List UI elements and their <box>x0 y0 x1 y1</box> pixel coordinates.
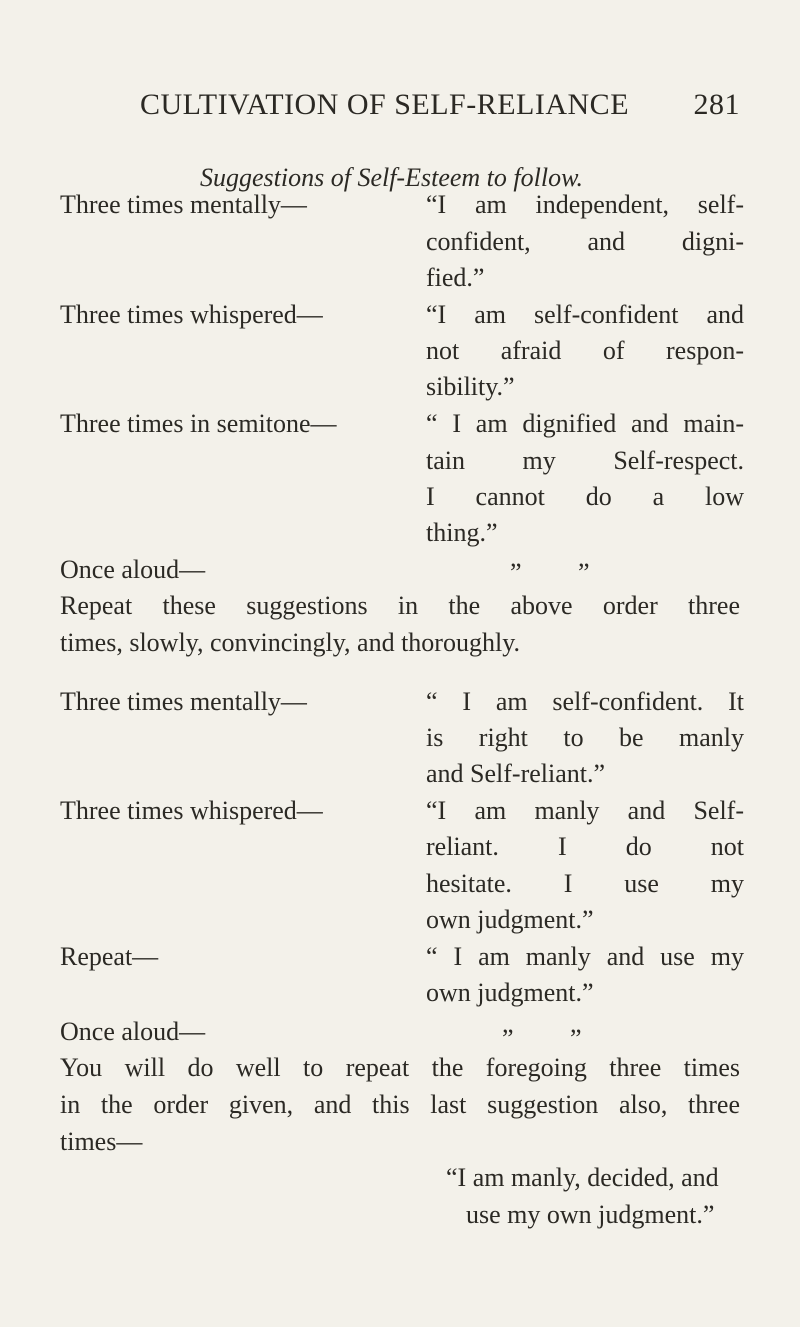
suggestion-line: own judgment.” <box>426 905 594 934</box>
ditto-mark: ” <box>578 558 590 587</box>
final-suggestion-line: use my own judgment.” <box>466 1200 715 1229</box>
suggestion-line: reliant. I do not <box>426 832 744 861</box>
suggestion-line: not afraid of respon- <box>426 336 744 365</box>
suggestion-line: “I am independent, self- <box>426 190 744 219</box>
section-subtitle: Suggestions of Self-Esteem to follow. <box>200 163 583 192</box>
instruction-label: Three times in semitone— <box>60 409 337 438</box>
suggestion-line: is right to be manly <box>426 723 744 752</box>
suggestion-line: and Self-reliant.” <box>426 759 606 788</box>
instruction-label: Once aloud— <box>60 1017 206 1046</box>
instruction-label: Three times mentally— <box>60 190 307 219</box>
paragraph-line: in the order given, and this last suggestion also, three <box>60 1090 740 1119</box>
ditto-mark: ” <box>502 1024 514 1053</box>
ditto-mark: ” <box>510 558 522 587</box>
paragraph-line: times— <box>60 1127 143 1156</box>
suggestion-line: own judgment.” <box>426 978 594 1007</box>
suggestion-line: “ I am dignified and main- <box>426 409 744 438</box>
paragraph-line: You will do well to repeat the foregoing three times <box>60 1053 740 1082</box>
suggestion-line: confident, and digni- <box>426 227 744 256</box>
suggestion-line: I cannot do a low <box>426 482 744 511</box>
paragraph-line: Repeat these suggestions in the above order three <box>60 591 740 620</box>
suggestion-line: “ I am self-confident. It <box>426 687 744 716</box>
suggestion-line: “ I am manly and use my <box>426 942 744 971</box>
suggestion-line: “I am self-confident and <box>426 300 744 329</box>
instruction-label: Three times whispered— <box>60 300 323 329</box>
suggestion-line: hesitate. I use my <box>426 869 744 898</box>
instruction-label: Three times mentally— <box>60 687 307 716</box>
final-suggestion-line: “I am manly, decided, and <box>446 1163 719 1192</box>
suggestion-line: “I am manly and Self- <box>426 796 744 825</box>
suggestion-line: sibility.” <box>426 372 515 401</box>
running-title: CULTIVATION OF SELF-RELIANCE <box>140 88 630 121</box>
suggestion-line: tain my Self-respect. <box>426 446 744 475</box>
instruction-label: Repeat— <box>60 942 159 971</box>
ditto-mark: ” <box>570 1024 582 1053</box>
page-number: 281 <box>693 88 740 121</box>
instruction-label: Three times whispered— <box>60 796 323 825</box>
suggestion-line: thing.” <box>426 518 498 547</box>
running-header <box>140 88 740 128</box>
suggestion-line: fied.” <box>426 263 485 292</box>
instruction-label: Once aloud— <box>60 555 206 584</box>
paragraph-line: times, slowly, convincingly, and thoroughly. <box>60 628 521 657</box>
